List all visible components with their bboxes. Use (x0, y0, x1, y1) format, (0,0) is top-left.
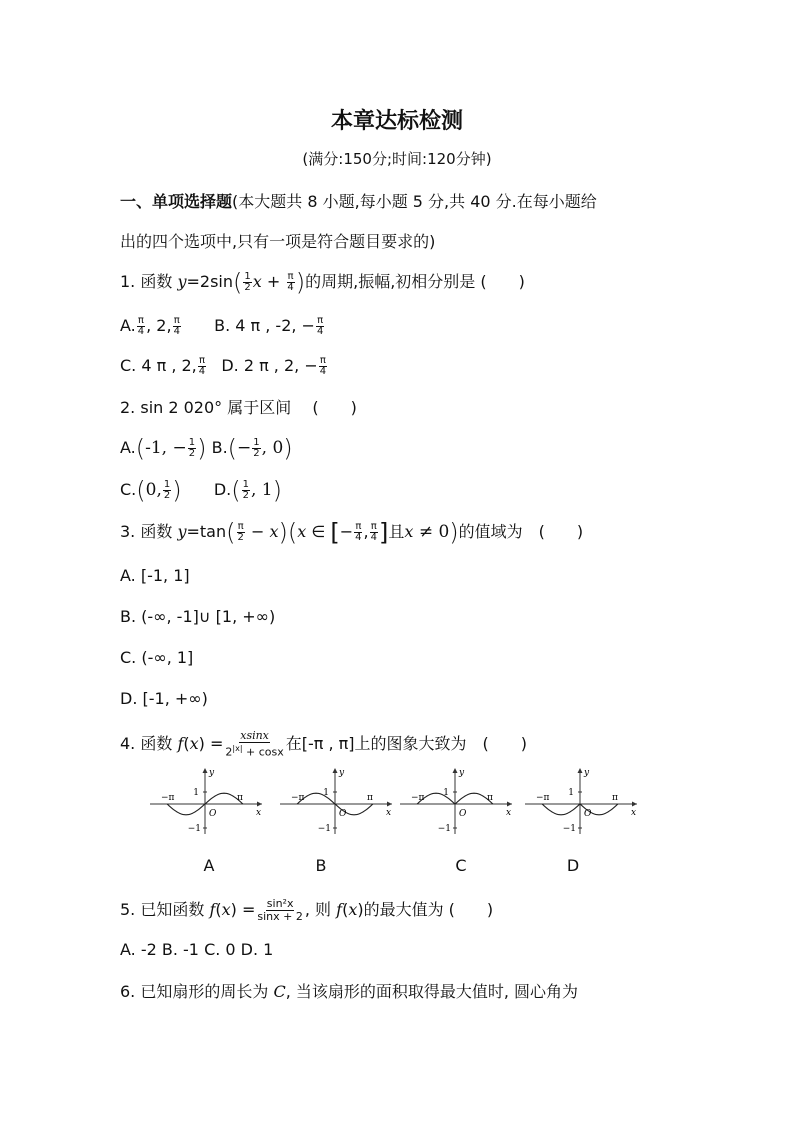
question-4: 4. 函数 f(x) = $\frac{xsinx}{2^{|x|} + \cos x}$ 在[-π , π]上的图象大致为 ( ) (120, 729, 528, 759)
svg-text:y: y (459, 768, 465, 778)
svg-text:−1: −1 (187, 824, 201, 834)
q3-option-b: B. (-∞, -1]∪ [1, +∞) (120, 607, 276, 626)
graph-a (150, 768, 262, 834)
svg-text:π: π (487, 793, 493, 803)
section-desc-2: 出的四个选项中,只有一项是符合题目要求的) (120, 232, 436, 251)
q3-option-d: D. [-1, +∞) (120, 689, 208, 708)
svg-text:O: O (459, 809, 467, 819)
q1-num: 1. 函数 (120, 272, 178, 291)
svg-text:−π: −π (411, 793, 425, 803)
svg-text:1: 1 (323, 788, 329, 798)
q1-frac-pi4: $\frac{\pi}{4}$ (287, 271, 294, 293)
svg-text:O: O (584, 809, 592, 819)
q1-tail: 的周期,振幅,初相分别是 ( ) (305, 272, 525, 291)
svg-text:−1: −1 (437, 824, 451, 834)
q1-option-d: D. 2 π , 2, − (221, 356, 318, 375)
page-title: 本章达标检测 (330, 109, 463, 134)
svg-text:−1: −1 (317, 824, 331, 834)
q2-options-ab: A.(-1, − $\frac{1}{2}$ ) B.(− $\frac{1}{2}$ , 0) (120, 434, 293, 463)
q1-option-c: C. 4 π , 2, (120, 356, 197, 375)
q1-y: y (177, 272, 187, 291)
svg-text:y: y (209, 768, 215, 778)
svg-text:x: x (386, 808, 392, 818)
q4-fraction: $\frac{xsinx}{2^{|x|} + \cos x}$ (225, 729, 284, 759)
q5-fraction: $\frac{\text{sin²x}}{\sin x + 2}$ (257, 897, 303, 923)
svg-text:1: 1 (568, 788, 574, 798)
svg-text:π: π (237, 793, 243, 803)
section-heading (120, 192, 597, 212)
question-5: 5. 已知函数 f(x) = $\frac{\text{sin²x}}{\sin x + 2}$ , 则 f(x)的最大值为 ( ) (120, 897, 494, 923)
graph-c (400, 768, 512, 834)
q1-option-a: A. (120, 316, 136, 335)
graph-label-c: C (455, 856, 467, 875)
question-1: 1. 函数 y=2sin( $\frac{1}{2}$ x + $\frac{\pi}{4}$ )的周期,振幅,初相分别是 ( ) (120, 268, 525, 297)
graph-label-b: B (315, 856, 327, 875)
section-desc-1: (本大题共 8 小题,每小题 5 分,共 40 分.在每小题给 (232, 192, 597, 211)
svg-text:−1: −1 (562, 824, 576, 834)
page-subtitle: (满分:150分;时间:120分钟) (302, 150, 492, 168)
svg-text:x: x (256, 808, 262, 818)
q1-options-ab: A. $\frac{\pi}{4}$ , 2, $\frac{\pi}{4}$ B. 4 π , -2, − $\frac{\pi}{4}$ (120, 315, 324, 337)
question-2: 2. sin 2 020° 属于区间 ( ) (120, 398, 357, 417)
graph-label-a: A (203, 856, 215, 875)
svg-text:π: π (367, 793, 373, 803)
svg-text:y: y (339, 768, 345, 778)
svg-text:1: 1 (443, 788, 449, 798)
q2-option-c: C. (120, 480, 137, 499)
svg-text:y: y (584, 768, 590, 778)
svg-text:−π: −π (536, 793, 550, 803)
q2-option-b: B. (211, 438, 228, 457)
svg-text:−π: −π (291, 793, 305, 803)
question-6: 6. 已知扇形的周长为 C, 当该扇形的面积取得最大值时, 圆心角为 (120, 982, 579, 1001)
q3-option-c: C. (-∞, 1] (120, 648, 194, 667)
svg-text:O: O (209, 809, 217, 819)
question-3: 3. 函数 y=tan( $\frac{\pi}{2}$ − x)(x ∈ [− $\frac{\pi}{4}$ , $\frac{\pi}{4}$ ]且x ≠ 0)的值域为 ( ) (120, 518, 584, 547)
svg-text:1: 1 (193, 788, 199, 798)
graph-label-d: D (566, 856, 580, 875)
section-label: 一、单项选择题 (120, 192, 233, 211)
svg-text:x: x (506, 808, 512, 818)
q1-options-cd: C. 4 π , 2, $\frac{\pi}{4}$ D. 2 π , 2, − $\frac{\pi}{4}$ (120, 355, 327, 377)
q2-options-cd: C.(0, $\frac{1}{2}$ ) D.( $\frac{1}{2}$ , 1) (120, 476, 282, 505)
q2-option-a: A. (120, 438, 136, 457)
svg-text:−π: −π (161, 793, 175, 803)
svg-text:x: x (631, 808, 637, 818)
graph-d (525, 768, 637, 834)
svg-text:π: π (612, 793, 618, 803)
q4-graph-options (150, 766, 650, 836)
q3-option-a: A. [-1, 1] (120, 566, 190, 585)
q1-option-b: B. 4 π , -2, − (214, 316, 315, 335)
q1-frac-half: $\frac{1}{2}$ (244, 271, 251, 293)
graph-b (280, 768, 392, 834)
q2-option-d: D. (213, 480, 232, 499)
svg-text:O: O (339, 809, 347, 819)
q1-eq: =2sin (186, 272, 234, 291)
q5-options: A. -2 B. -1 C. 0 D. 1 (120, 940, 274, 959)
